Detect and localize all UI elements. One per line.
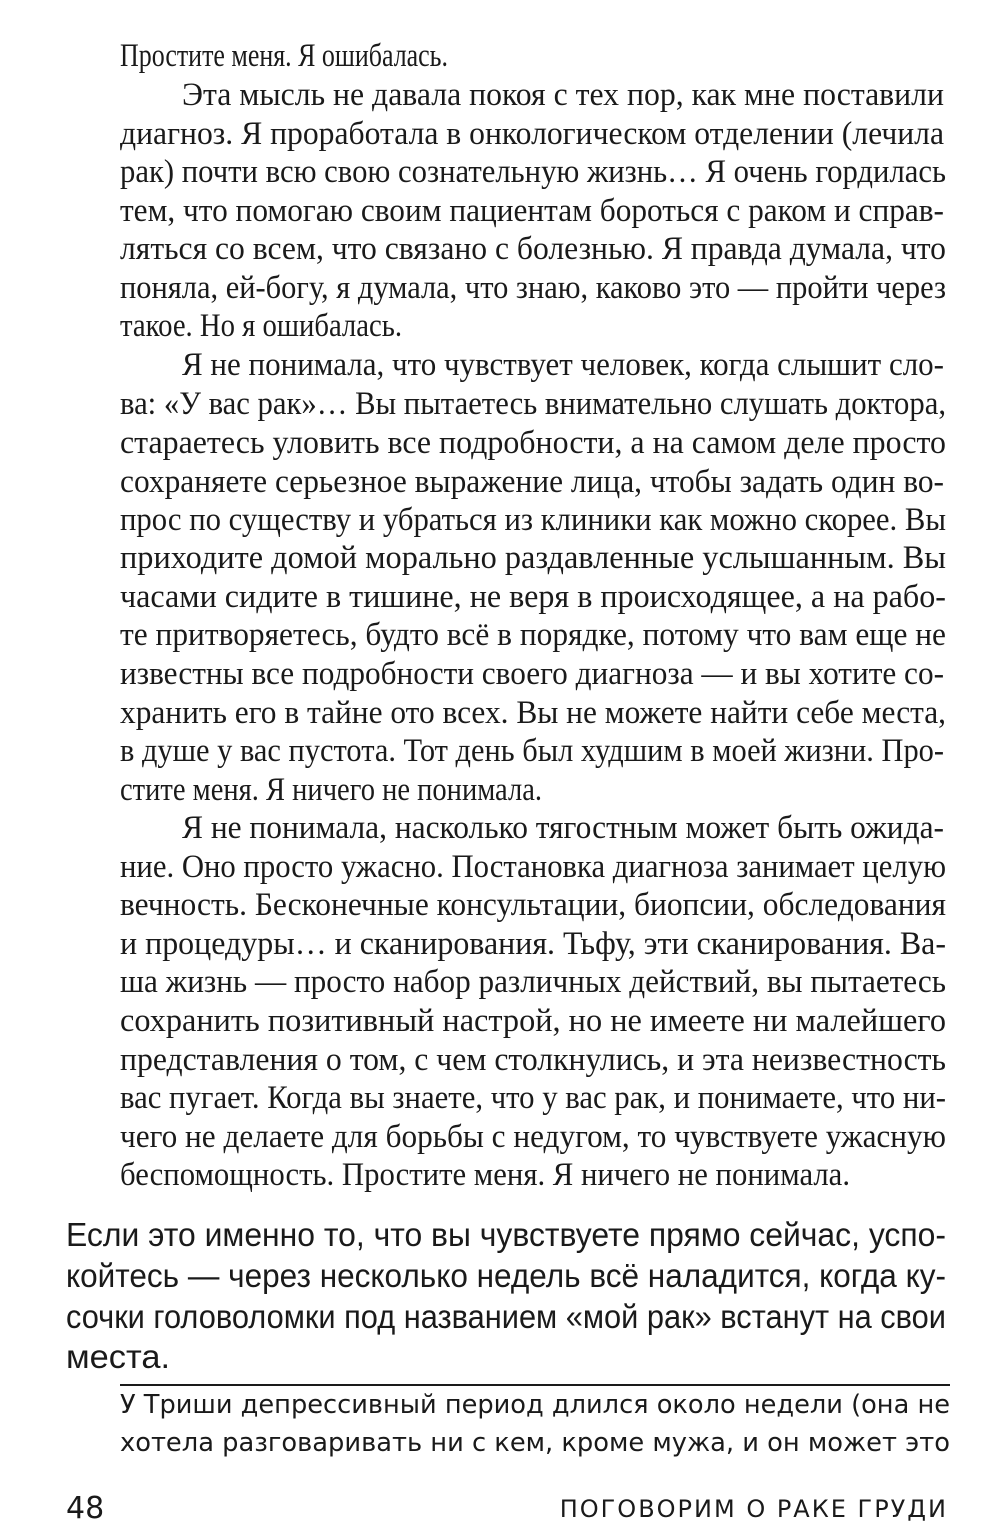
quote-line: вечность. Бесконечные консультации, биопсии, обследования [120,887,946,923]
quote-line: сохранить позитивный настрой, но не имеете ни малейшего [120,1003,946,1039]
body-line: койтесь — через несколько недель всё наладится, когда ку- [66,1257,946,1294]
quote-line: Простите меня. Я ошибалась. [120,38,448,74]
quote-line: такое. Но я ошибалась. [120,308,402,344]
quote-line: ва: «У вас рак»… Вы пытаетесь внимательно слушать доктора, [120,386,946,422]
sidebar-line: хотела разговаривать ни с кем, кроме мужа, и он может это [120,1428,950,1458]
quote-line: ние. Оно просто ужасно. Постановка диагноза занимает целую [120,849,946,885]
sidebar-line: У Триши депрессивный период длился около недели (она не [120,1390,950,1420]
quote-line: вас пугает. Когда вы знаете, что у вас рак, и понимаете, что ни- [120,1080,946,1116]
body-line: места. [66,1338,170,1375]
quote-line: чего не делаете для борьбы с недугом, то чувствуете ужасную [120,1119,946,1155]
quote-line: Эта мысль не давала покоя с тех пор, как мне поставили [182,77,944,113]
quote-line: хранить его в тайне ото всех. Вы не можете найти себе места, [120,695,946,731]
running-head: ПОГОВОРИМ О РАКЕ ГРУДИ [559,1495,948,1523]
quote-line: Я не понимала, насколько тягостным может быть ожида- [182,810,944,846]
quote-line: приходите домой морально раздавленные услышанным. Вы [120,540,946,576]
quote-line: прос по существу и убраться из клиники как можно скорее. Вы [120,502,946,538]
quote-line: ша жизнь — просто набор различных действий, вы пытаетесь [120,964,946,1000]
quote-line: и процедуры… и сканирования. Тьфу, эти сканирования. Ва- [120,926,946,962]
quote-line: стите меня. Я ничего не понимала. [120,772,542,808]
quote-line: ляться со всем, что связано с болезнью. Я правда думала, что [120,231,946,267]
quote-line: Я не понимала, что чувствует человек, когда слышит сло- [182,347,944,383]
quote-line: часами сидите в тишине, не веря в происходящее, а на рабо- [120,579,946,615]
quote-line: поняла, ей-богу, я думала, что знаю, каково это — пройти через [120,270,946,306]
quote-line: рак) почти всю свою сознательную жизнь… Я очень гордилась [120,154,946,190]
quote-line: известны все подробности своего диагноза — и вы хотите со- [120,656,944,692]
body-line: сочки головоломки под названием «мой рак» встанут на свои [66,1298,946,1335]
page-number: 48 [66,1491,105,1526]
body-line: Если это именно то, что вы чувствуете прямо сейчас, успо- [66,1216,946,1253]
quote-line: тем, что помогаю своим пациентам бороться с раком и справ- [120,193,944,229]
quote-line: сохраняете серьезное выражение лица, чтобы задать один во- [120,464,944,500]
quote-line: представления о том, с чем столкнулись, и эта неизвестность [120,1042,946,1078]
quote-line: беспомощность. Простите меня. Я ничего не понимала. [120,1157,850,1193]
section-divider [120,1384,950,1386]
quote-line: диагноз. Я проработала в онкологическом отделении (лечила [120,116,944,152]
quote-line: в душе у вас пустота. Тот день был худшим в моей жизни. Про- [120,733,944,769]
quote-line: стараетесь уловить все подробности, а на самом деле просто [120,425,946,461]
quote-line: те притворяетесь, будто всё в порядке, потому что вам еще не [120,617,946,653]
